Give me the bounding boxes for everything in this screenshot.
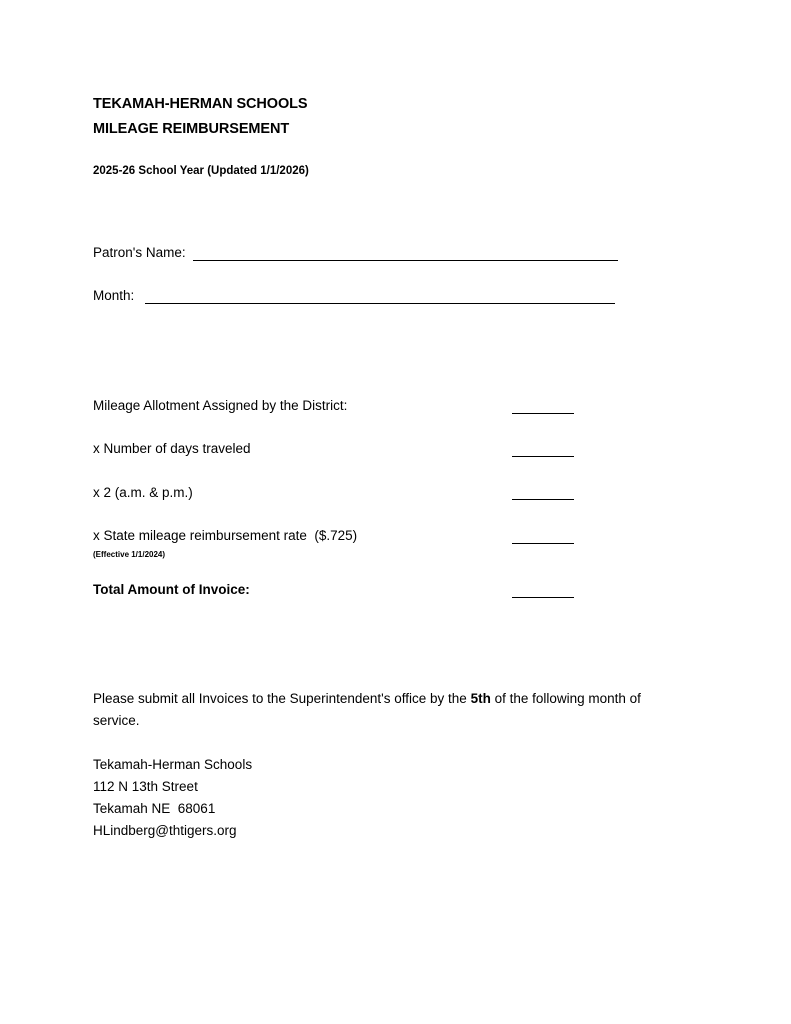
deadline-day: 5th (470, 691, 491, 706)
total-amount-field[interactable] (512, 597, 574, 598)
submission-instructions (93, 691, 641, 706)
instructions-part2: of the following month of (490, 691, 641, 706)
school-year: 2025-26 School Year (Updated 1/1/2026) (93, 165, 309, 177)
address-name: Tekamah-Herman Schools (93, 757, 253, 772)
days-traveled-label: x Number of days traveled (93, 441, 251, 456)
form-title: MILEAGE REIMBURSEMENT (93, 121, 290, 137)
rate-label: x State mileage reimbursement rate ($.725) (93, 528, 358, 543)
total-amount-label: Total Amount of Invoice: (93, 582, 250, 597)
patron-name-label: Patron's Name: (93, 245, 186, 260)
patron-name-field[interactable] (193, 260, 618, 261)
address-street: 112 N 13th Street (93, 779, 198, 794)
allotment-label: Mileage Allotment Assigned by the District: (93, 398, 348, 413)
rate-field[interactable] (512, 543, 574, 544)
instructions-line2: service. (93, 713, 140, 728)
rate-effective-note: (Effective 1/1/2024) (93, 550, 166, 559)
address-city: Tekamah NE 68061 (93, 801, 216, 816)
trips-label: x 2 (a.m. & p.m.) (93, 485, 193, 500)
month-label: Month: (93, 288, 135, 303)
school-name: TEKAMAH-HERMAN SCHOOLS (93, 96, 308, 112)
days-traveled-field[interactable] (512, 456, 574, 457)
allotment-field[interactable] (512, 413, 574, 414)
contact-email: HLindberg@thtigers.org (93, 823, 237, 838)
month-field[interactable] (145, 303, 615, 304)
instructions-part1: Please submit all Invoices to the Superintendent's office by the (93, 691, 471, 706)
trips-field[interactable] (512, 499, 574, 500)
